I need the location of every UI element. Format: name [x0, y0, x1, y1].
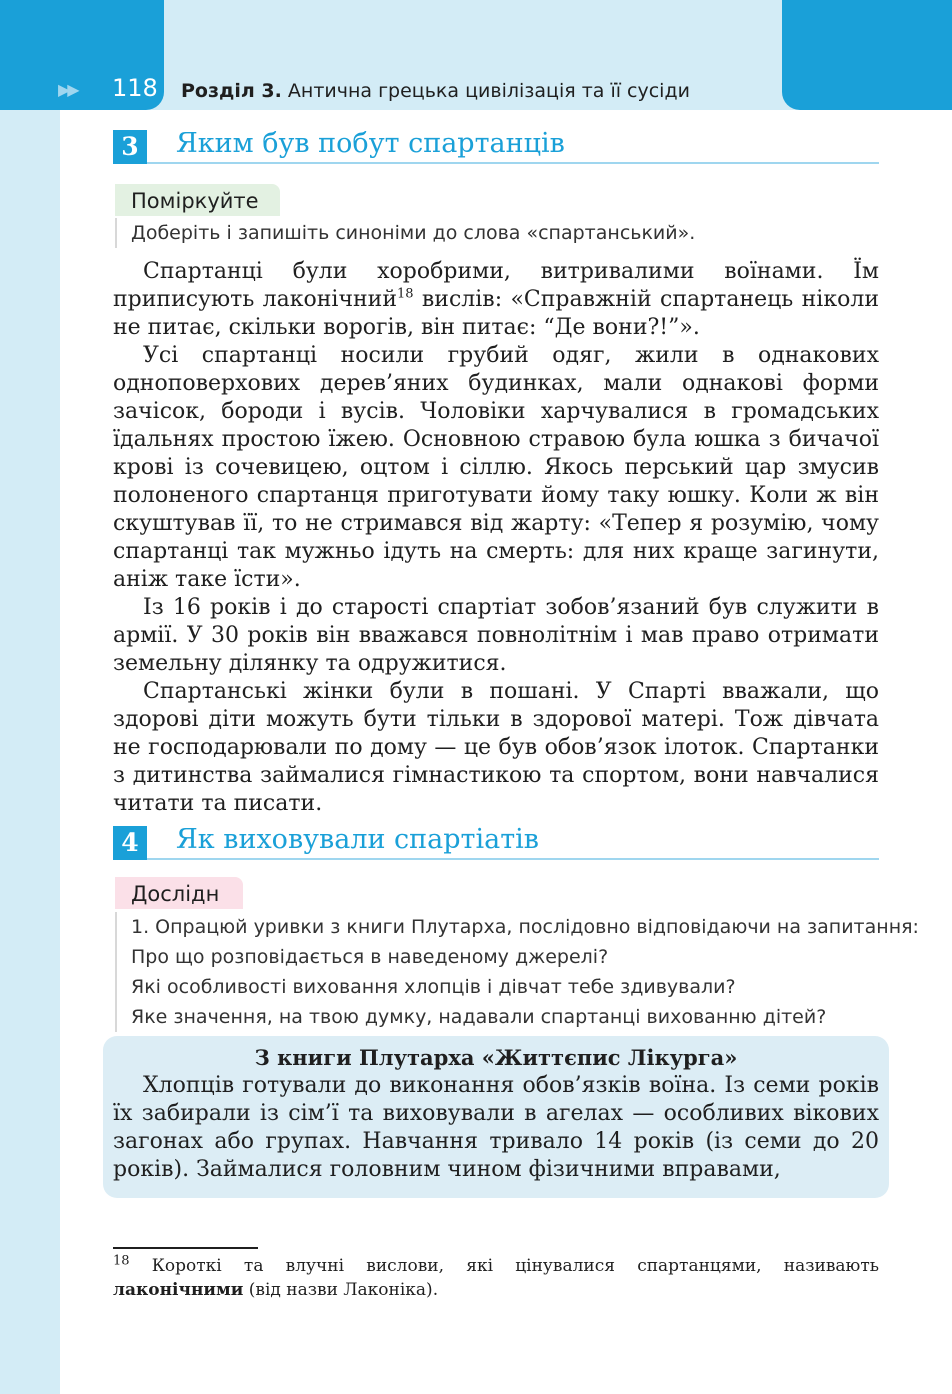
research-task	[115, 912, 919, 1032]
section-heading-4	[113, 824, 879, 860]
left-margin-strip	[0, 0, 60, 1394]
footnote-text: Короткі та влучні вислови, які цінувалися спартанцями, називають	[151, 1256, 879, 1276]
section-title: Як виховували спартіатів	[176, 824, 539, 855]
think-task-text: Доберіть і запишіть синоніми до слова «спартанський».	[131, 222, 696, 244]
section-number: 3	[113, 130, 147, 164]
footnote-number: 18	[113, 1253, 130, 1269]
source-excerpt-box	[103, 1036, 889, 1198]
chapter-title: Антична грецька цивілізація та її сусіди	[287, 80, 690, 102]
page-number: 118	[112, 74, 158, 102]
task-line: 1. Опрацюй уривки з книги Плутарха, послідовно відповідаючи на запитання:	[131, 916, 919, 938]
task-line: Які особливості виховання хлопців і дівчат тебе здивували?	[131, 976, 736, 998]
section-3-body	[113, 258, 879, 818]
source-title: З книги Плутарха «Життєпис Лікурга»	[254, 1045, 738, 1070]
section-number: 4	[113, 826, 147, 860]
running-header	[181, 80, 690, 102]
paragraph: Із 16 років і до старості спартіат зобов’язаний був служити в армії. У 30 років він вважався повнолітнім і мав право отримати земельну ділянку та одружитися.	[113, 595, 879, 676]
task-line: Про що розповідається в наведеному джерелі?	[131, 946, 609, 968]
think-label: Поміркуйте	[115, 184, 280, 216]
section-heading-3	[113, 128, 879, 164]
footnote-term: лаконічними	[113, 1280, 244, 1300]
chapter-label: Розділ 3.	[181, 80, 282, 102]
task-line: Яке значення, на твою думку, надавали спартанці вихованню дітей?	[131, 1006, 827, 1028]
footnote-text-end: (від назви Лаконіка).	[248, 1280, 439, 1300]
footnote-ref: 18	[397, 286, 414, 302]
page-tab-right	[782, 0, 952, 110]
footnote	[113, 1254, 879, 1302]
research-label: Дослідн	[115, 877, 243, 909]
double-arrow-icon: ▶▶	[58, 80, 77, 99]
paragraph: Спартанці були хоробрими, витривалими воїнами. Їм приписують лаконічний$^{18}$ вислів: «Справжній спартанець ніколи не питає, скільки ворогів, він питає: “Де вони?!”».	[113, 259, 879, 340]
think-task	[115, 218, 695, 248]
source-text	[113, 1072, 879, 1184]
paragraph: Хлопців готували до виконання обов’язків воїна. Із семи років їх забирали із сім’ї та виховували в агелах — особливих вікових загонах або групах. Навчання тривало 14 років (із семи до 20 років). Займалися головним чином фізичними вправами,	[113, 1073, 879, 1182]
section-title: Яким був побут спартанців	[176, 128, 565, 159]
footnote-divider	[113, 1247, 258, 1249]
paragraph: Спартанські жінки були в пошані. У Спарті вважали, що здорові діти можуть бути тільки в здорової матері. Тож дівчата не господарювали по дому — це був обов’язок ілоток. Спартанки з дитинства займалися гімнастикою та спортом, вони навчалися читати та писати.	[113, 679, 879, 816]
paragraph: Усі спартанці носили грубий одяг, жили в однакових одноповерхових дерев’яних будинках, мали однакові форми зачісок, бороди і вусів. Чоловіки харчувалися в громадських їдальнях простою їжею. Основною стравою була юшка з бичачої крові із сочевицею, оцтом і сіллю. Якось перський цар змусив полоненого спартанця приготувати йому таку юшку. Коли ж він скуштував її, то не стримався від жарту: «Тепер я розумію, чому спартанці так мужньо ідуть на смерть: для них краще загинути, аніж таке їсти».	[113, 343, 879, 592]
